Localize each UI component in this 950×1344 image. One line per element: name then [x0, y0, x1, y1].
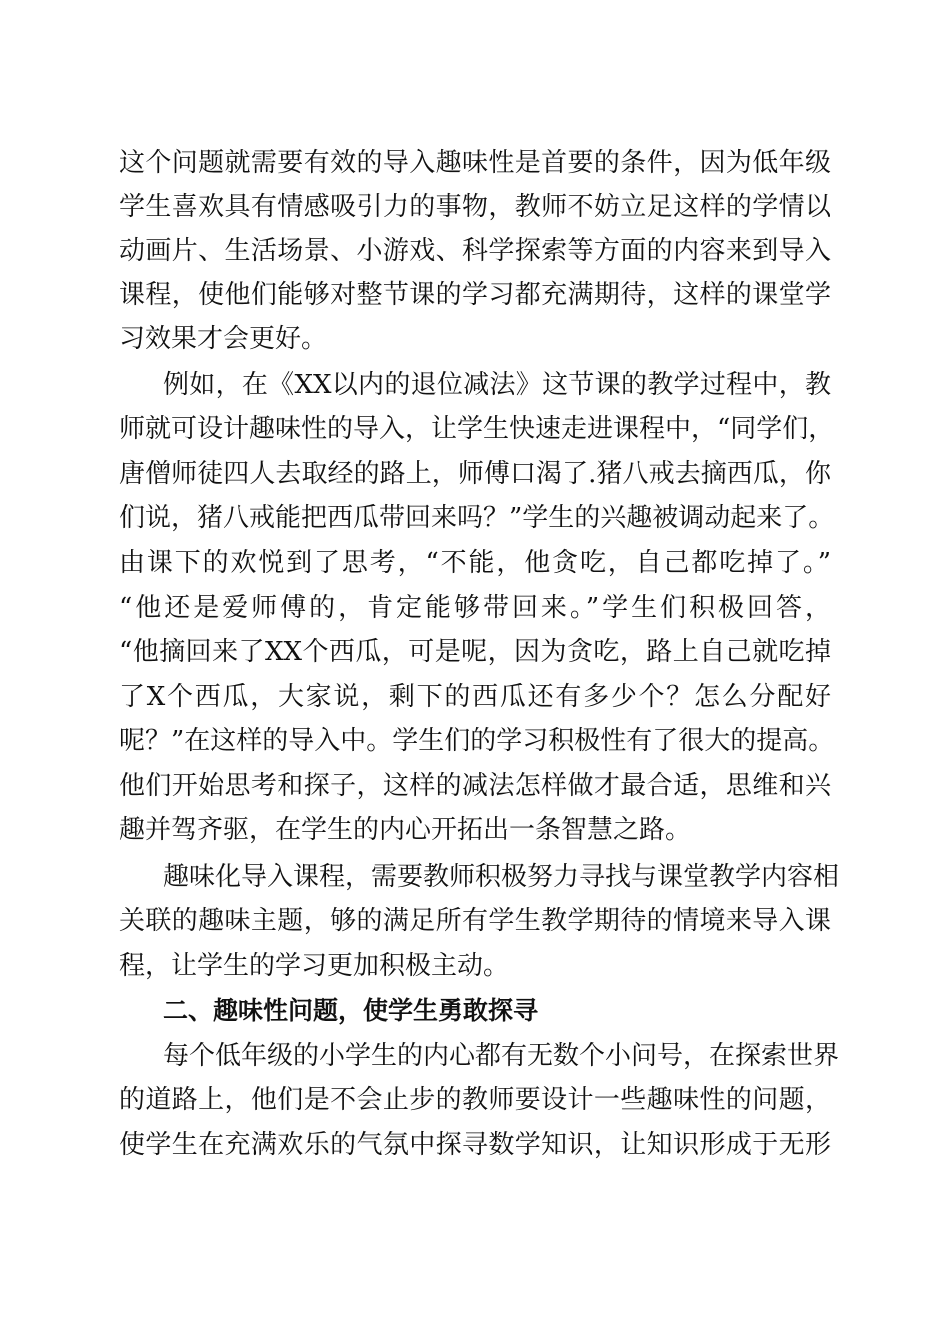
paragraph-2-line-8: 了X个西瓜，大家说，剩下的西瓜还有多少个？怎么分配好: [119, 682, 831, 712]
paragraph-2-line-1: 例如，在《XX以内的退位减法》这节课的教学过程中，教: [163, 370, 831, 400]
paragraph-4-line-1: 每个低年级的小学生的内心都有无数个小问号，在探索世界: [163, 1041, 840, 1071]
paragraph-2-line-11: 趣并驾齐驱，在学生的内心开拓出一条智慧之路。: [119, 815, 692, 845]
paragraph-2-line-6: “他还是爱师傅的，肯定能够带回来。”学生们积极回答，: [119, 593, 831, 623]
paragraph-2-line-3: 唐僧师徒四人去取经的路上，师傅口渴了.猪八戒去摘西瓜，你: [119, 459, 831, 489]
paragraph-2-line-10: 他们开始思考和探子，这样的减法怎样做才最合适，思维和兴: [119, 771, 831, 801]
paragraph-4-line-3: 使学生在充满欢乐的气氛中探寻数学知识，让知识形成于无形: [119, 1130, 831, 1160]
paragraph-2-line-7: “他摘回来了XX个西瓜，可是呢，因为贪吃，路上自己就吃掉: [119, 637, 831, 667]
paragraph-2-line-9: 呢？”在这样的导入中。学生们的学习积极性有了很大的提高。: [119, 726, 835, 756]
paragraph-3-line-1: 趣味化导入课程，需要教师积极努力寻找与课堂教学内容相: [163, 862, 840, 892]
paragraph-1-line-3: 动画片、生活场景、小游戏、科学探索等方面的内容来到导入: [119, 236, 831, 266]
paragraph-4-line-2: 的道路上，他们是不会止步的教师要设计一些趣味性的问题，: [119, 1085, 831, 1115]
section-heading: 二、趣味性问题，使学生勇敢探寻: [163, 996, 539, 1025]
paragraph-1-line-5: 习效果才会更好。: [119, 324, 328, 354]
paragraph-1-line-1: 这个问题就需要有效的导入趣味性是首要的条件，因为低年级: [119, 148, 831, 178]
paragraph-2-line-5: 由课下的欢悦到了思考，“不能，他贪吃，自己都吃掉了。”: [119, 548, 831, 578]
paragraph-1-line-2: 学生喜欢具有情感吸引力的事物，教师不妨立足这样的学情以: [119, 192, 831, 222]
paragraph-3-line-2: 关联的趣味主题，够的满足所有学生教学期待的情境来导入课: [119, 906, 831, 936]
paragraph-2-line-4: 们说，猪八戒能把西瓜带回来吗？”学生的兴趣被调动起来了。: [119, 503, 835, 533]
paragraph-3-line-3: 程，让学生的学习更加积极主动。: [119, 951, 510, 981]
paragraph-1-line-4: 课程，使他们能够对整节课的学习都充满期待，这样的课堂学: [119, 280, 831, 310]
paragraph-2-line-2: 师就可设计趣味性的导入，让学生快速走进课程中，“同学们，: [119, 414, 835, 444]
